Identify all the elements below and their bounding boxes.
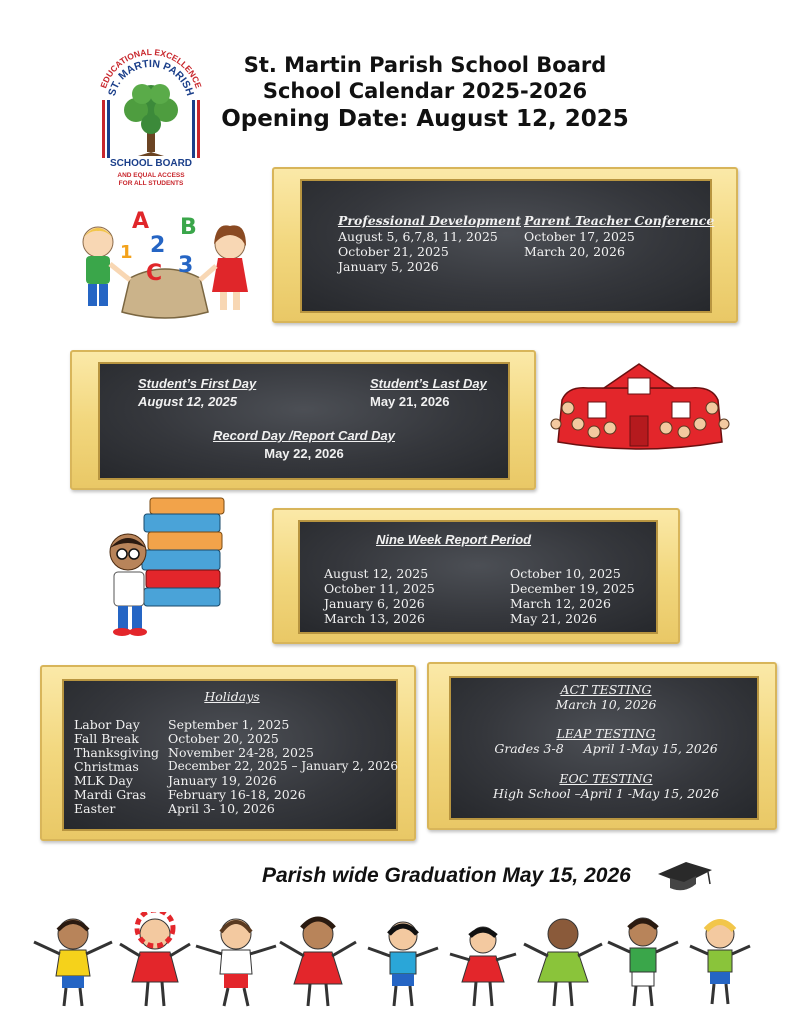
title-line-2: School Calendar 2025-2026 [262, 79, 588, 104]
child-icon-9 [690, 920, 750, 1004]
record-day-heading: Record Day /Report Card Day [212, 428, 396, 443]
holiday-name-4: Christmas [74, 759, 139, 774]
page-title [200, 52, 650, 133]
boy-icon [83, 227, 130, 306]
report-period-heading: Nine Week Report Period [376, 532, 532, 547]
board-frame-report-period [272, 508, 680, 644]
act-date: March 10, 2026 [555, 697, 657, 712]
letter-1: 1 [120, 242, 133, 263]
tree-icon [124, 84, 178, 156]
books-stack-icon [142, 498, 224, 606]
period-end-2: December 19, 2025 [510, 581, 635, 596]
ptc-heading: Parent Teacher Conference [524, 213, 715, 228]
holiday-date-2: October 20, 2025 [168, 731, 279, 746]
letter-3: 3 [178, 253, 194, 278]
letter-a: A [132, 209, 150, 234]
record-day-date: May 22, 2026 [264, 446, 344, 461]
last-day-date: May 21, 2026 [370, 394, 450, 409]
letter-2: 2 [150, 233, 166, 258]
holiday-name-2: Fall Break [74, 731, 139, 746]
period-start-3: January 6, 2026 [324, 596, 425, 611]
board-frame-pd-ptc [272, 167, 738, 323]
logo-arc-name: ST. MARTIN PARISH [106, 57, 196, 98]
holiday-name-3: Thanksgiving [74, 745, 159, 760]
chalkboard-pd-ptc [300, 179, 715, 313]
chalkboard-holidays [62, 679, 398, 831]
pd-date-3: January 5, 2026 [338, 259, 439, 274]
child-icon-5 [368, 922, 438, 1006]
letter-c: C [146, 261, 163, 286]
title-line-1: St. Martin Parish School Board [243, 53, 607, 77]
pd-date-2: October 21, 2025 [338, 244, 449, 259]
ptc-date-1: October 17, 2025 [524, 229, 635, 244]
child-icon-2 [120, 912, 190, 1006]
child-icon-3 [196, 919, 276, 1006]
board-frame-school-days [70, 350, 536, 490]
title-line-3: Opening Date: August 12, 2025 [221, 105, 629, 132]
children-row-clipart [28, 912, 758, 1012]
logo-tagline-1: AND EQUAL ACCESS [117, 172, 185, 179]
child-icon-7 [524, 919, 602, 1006]
holiday-date-6: February 16-18, 2026 [168, 787, 306, 802]
chalkboard-report-period [298, 520, 658, 634]
logo-tagline-2: FOR ALL STUDENTS [118, 180, 184, 187]
letter-b: B [180, 215, 197, 240]
leap-heading: LEAP TESTING [556, 726, 656, 741]
school-board-logo [92, 40, 210, 190]
period-end-4: May 21, 2026 [510, 611, 597, 626]
act-heading: ACT TESTING [560, 682, 652, 697]
chalkboard-school-days [98, 362, 510, 480]
ptc-date-2: March 20, 2026 [524, 244, 625, 259]
period-end-1: October 10, 2025 [510, 566, 621, 581]
graduation-cap-icon [656, 858, 714, 892]
boy-with-books-clipart [100, 492, 235, 642]
period-end-3: March 12, 2026 [510, 596, 611, 611]
board-frame-testing [427, 662, 777, 830]
holiday-date-4: December 22, 2025 – January 2, 2026 [168, 759, 399, 773]
holiday-name-5: MLK Day [74, 773, 133, 788]
period-start-2: October 11, 2025 [324, 581, 435, 596]
holiday-name-6: Mardi Gras [74, 787, 147, 802]
child-icon-1 [34, 919, 112, 1006]
holiday-date-1: September 1, 2025 [168, 717, 290, 732]
child-icon-4 [280, 919, 356, 1006]
kids-abc-clipart [70, 200, 260, 325]
eoc-heading: EOC TESTING [559, 771, 653, 786]
period-start-1: August 12, 2025 [324, 566, 429, 581]
eoc-line: High School –April 1 -May 15, 2026 [493, 786, 719, 801]
holiday-name-7: Easter [74, 801, 116, 816]
pd-heading: Professional Development [338, 213, 521, 228]
board-frame-holidays [40, 665, 416, 841]
holiday-date-7: April 3- 10, 2026 [168, 801, 275, 816]
period-start-4: March 13, 2026 [324, 611, 425, 626]
girl-icon [200, 225, 248, 310]
graduation-text: Parish wide Graduation May 15, 2026 [262, 864, 631, 887]
first-day-date: August 12, 2025 [138, 394, 237, 409]
logo-arc-text: EDUCATIONAL EXCELLENCE [98, 46, 204, 90]
first-day-heading: Student’s First Day [138, 376, 257, 391]
child-icon-6 [450, 927, 516, 1006]
chalkboard-testing [449, 676, 759, 820]
last-day-heading: Student’s Last Day [370, 376, 487, 391]
schoolhouse-clipart [548, 358, 730, 462]
leap-line: Grades 3-8 April 1-May 15, 2026 [494, 741, 718, 756]
holidays-heading: Holidays [204, 689, 260, 704]
pd-date-1: August 5, 6,7,8, 11, 2025 [338, 229, 498, 244]
holiday-date-3: November 24-28, 2025 [168, 745, 314, 760]
child-icon-8 [608, 918, 678, 1006]
holiday-name-1: Labor Day [74, 717, 140, 732]
holiday-date-5: January 19, 2026 [168, 773, 277, 788]
logo-board-name: SCHOOL BOARD [109, 158, 193, 169]
